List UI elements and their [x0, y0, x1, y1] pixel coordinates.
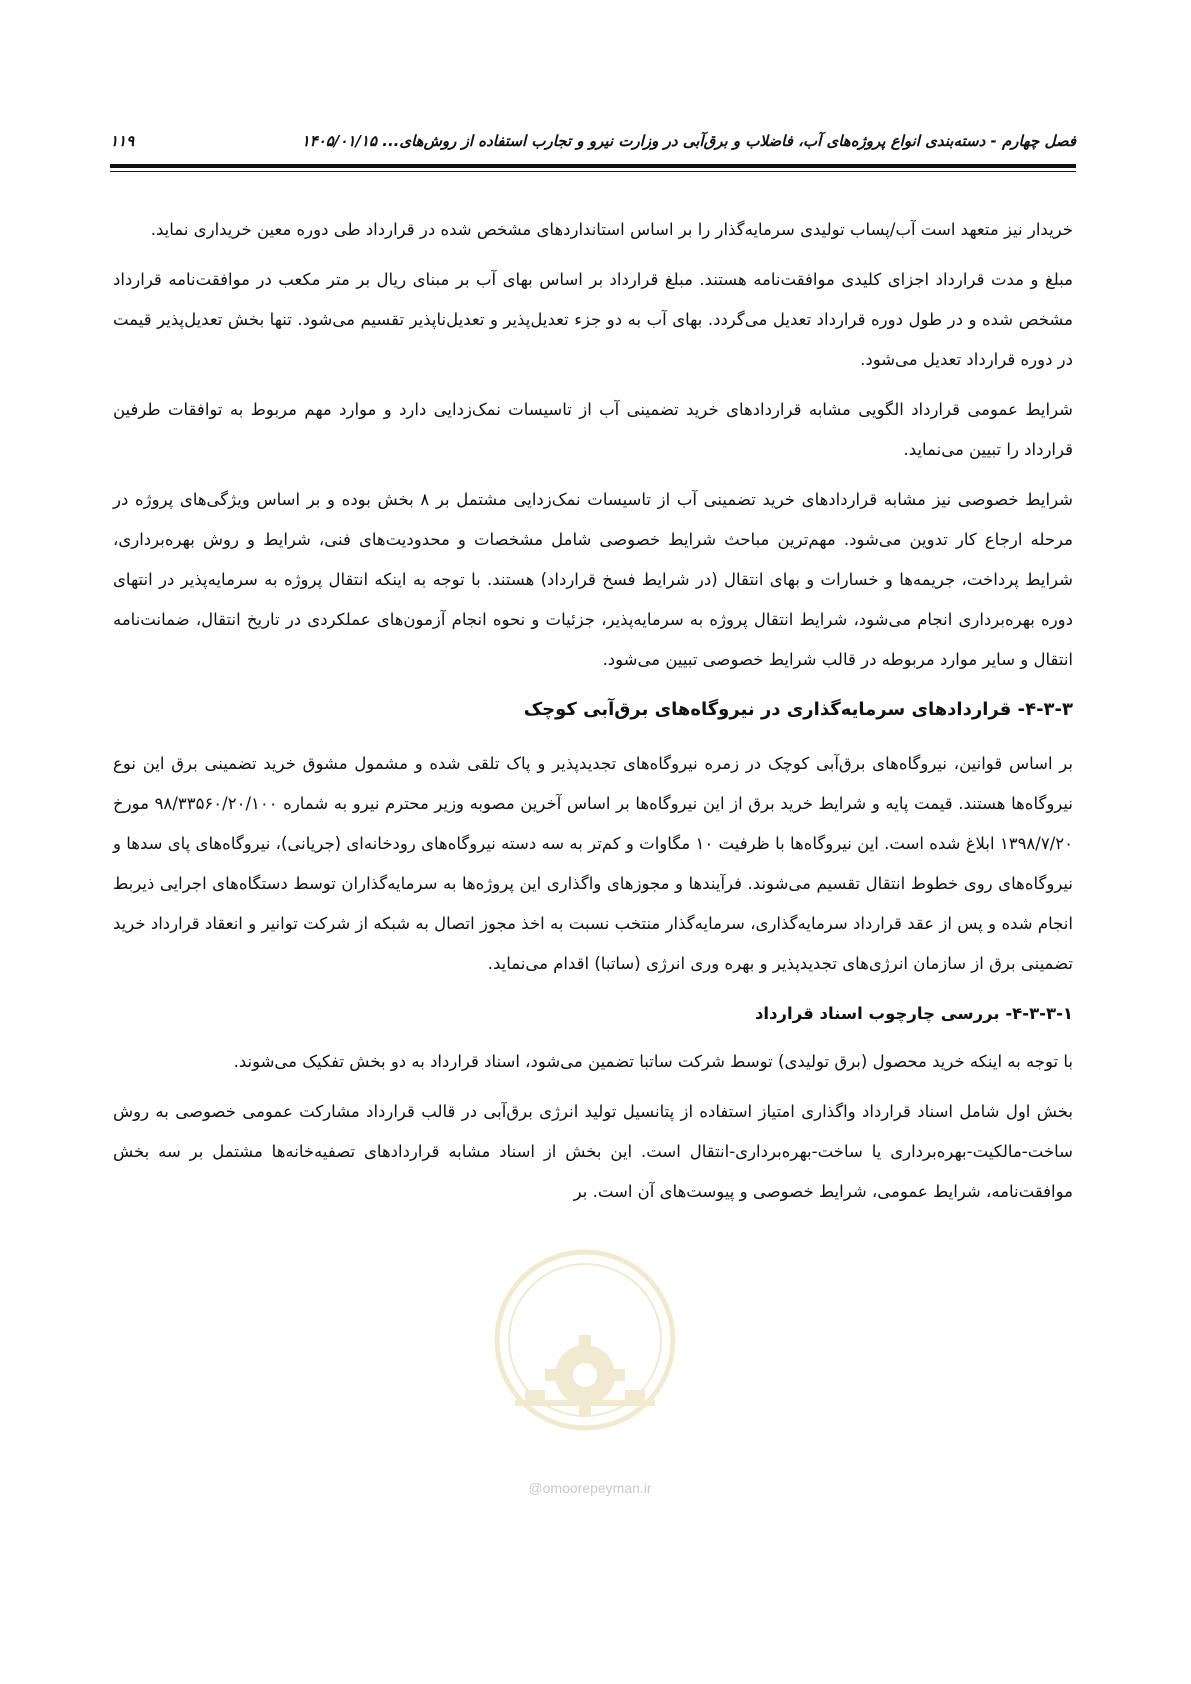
header-title: فصل چهارم - دسته‌بندی انواع پروژه‌های آب، فاضلاب و برق‌آبی در وزارت نیرو و تجارب استفاده از روش‌های... ۱۴۰۵/۰۱/۱۵ [301, 132, 1076, 150]
paragraph-general-conditions: شرایط عمومی قرارداد الگویی مشابه قراردادهای خرید تضمینی آب از تاسیسات نمک‌زدایی دارد و موارد مهم مربوط به توافقات طرفین قرارداد را تبیین می‌نماید. [113, 400, 1073, 459]
paragraph-part-one: بخش اول شامل اسناد قرارداد واگذاری امتیاز استفاده از پتانسیل تولید انرژی برق‌آبی در قالب قرارداد مشارکت عمومی خصوصی به روش ساخت-مالکیت-بهره‌برداری یا ساخت-بهره‌برداری-انتقال است. این بخش از اسناد مشابه قراردادهای تصفیه‌خانه‌ها مشتمل بر سه بخش موافقت‌نامه، شرایط عمومی، شرایط خصوصی و پیوست‌های آن است. بر [113, 1102, 1073, 1201]
page-number: ۱۱۹ [110, 132, 135, 150]
paragraph-contract-amount: مبلغ و مدت قرارداد اجزای کلیدی موافقت‌نامه هستند. مبلغ قرارداد بر اساس بهای آب بر مبنای ریال بر متر مکعب در موافقت‌نامه قرارداد مشخص شده و در طول دوره قرارداد تعدیل می‌گردد. بهای آب به دو جزء تعدیل‌پذیر و تعدیل‌ناپذیر تقسیم می‌شود. تنها بخش تعدیل‌پذیر قیمت در دوره قرارداد تعدیل می‌شود. [113, 270, 1073, 369]
running-header [110, 132, 1076, 160]
paragraph-special-conditions: شرایط خصوصی نیز مشابه قراردادهای خرید تضمینی آب از تاسیسات نمک‌زدایی مشتمل بر ۸ بخش بوده و بر اساس ویژگی‌های پروژه در مرحله ارجاع کار تدوین می‌شود. مهم‌ترین مباحث شرایط خصوصی شامل مشخصات و محدودیت‌های فنی، شرایط و روش بهره‌برداری، شرایط پرداخت، جریمه‌ها و خسارات و بهای انتقال (در شرایط فسخ قرارداد) هستند. با توجه به اینکه انتقال پروژه به سرمایه‌پذیر در انتهای دوره بهره‌برداری انجام می‌شود، شرایط انتقال پروژه به سرمایه‌پذیر، جزئیات و نحوه انجام آزمون‌های عملکردی در تاریخ انتقال، ضمانت‌نامه انتقال و سایر موارد مربوطه در قالب شرایط خصوصی تبیین می‌شود. [113, 490, 1073, 669]
header-rule-thick [110, 164, 1076, 168]
watermark-logo [485, 1240, 685, 1460]
paragraph-contract-parts: با توجه به اینکه خرید محصول (برق تولیدی) توسط شرکت ساتبا تضمین می‌شود، اسناد قرارداد به دو بخش تفکیک می‌شوند. [233, 1052, 1073, 1071]
page-body [113, 210, 1073, 1222]
watermark-url: @omoorepeyman.ir [528, 1480, 652, 1496]
section-heading: ۴-۳-۳- قراردادهای سرمایه‌گذاری در نیروگاه‌های برق‌آبی کوچک [523, 699, 1073, 720]
gear-logo-icon [485, 1240, 685, 1460]
subsection-heading: ۴-۳-۳-۱- بررسی چارچوب اسناد قرارداد [754, 1004, 1073, 1023]
paragraph-buyer-obligation: خریدار نیز متعهد است آب/پساب تولیدی سرمایه‌گذار را بر اساس استانداردهای مشخص شده در قرارداد طی دوره معین خریداری نماید. [150, 220, 1073, 239]
header-rule-thin [110, 171, 1076, 172]
paragraph-small-hydro: بر اساس قوانین، نیروگاه‌های برق‌آبی کوچک در زمره نیروگاه‌های تجدیدپذیر و پاک تلقی شده و مشمول مشوق خرید تضمینی برق این نوع نیروگاه‌ها هستند. قیمت پایه و شرایط خرید برق از این نیروگاه‌ها بر اساس آخرین مصوبه وزیر محترم نیرو به شماره ۹۸/۳۳۵۶۰/۲۰/۱۰۰ مورخ ۱۳۹۸/۷/۲۰ ابلاغ شده است. این نیروگاه‌ها با ظرفیت ۱۰ مگاوات و کم‌تر به سه دسته نیروگاه‌های رودخانه‌ای (جریانی)، نیروگاه‌های پای سدها و نیروگاه‌های روی خطوط انتقال تقسیم می‌شوند. فرآیندها و مجوزهای واگذاری این پروژه‌ها به سرمایه‌گذاران توسط دستگاه‌های اجرایی ذیربط انجام شده و پس از عقد قرارداد سرمایه‌گذاری، سرمایه‌گذار منتخب نسبت به اخذ مجوز اتصال به شبکه از شرکت توانیر و انعقاد قرارداد خرید تضمینی برق از سازمان انرژی‌های تجدیدپذیر و بهره وری انرژی (ساتبا) اقدام می‌نماید. [113, 754, 1073, 973]
